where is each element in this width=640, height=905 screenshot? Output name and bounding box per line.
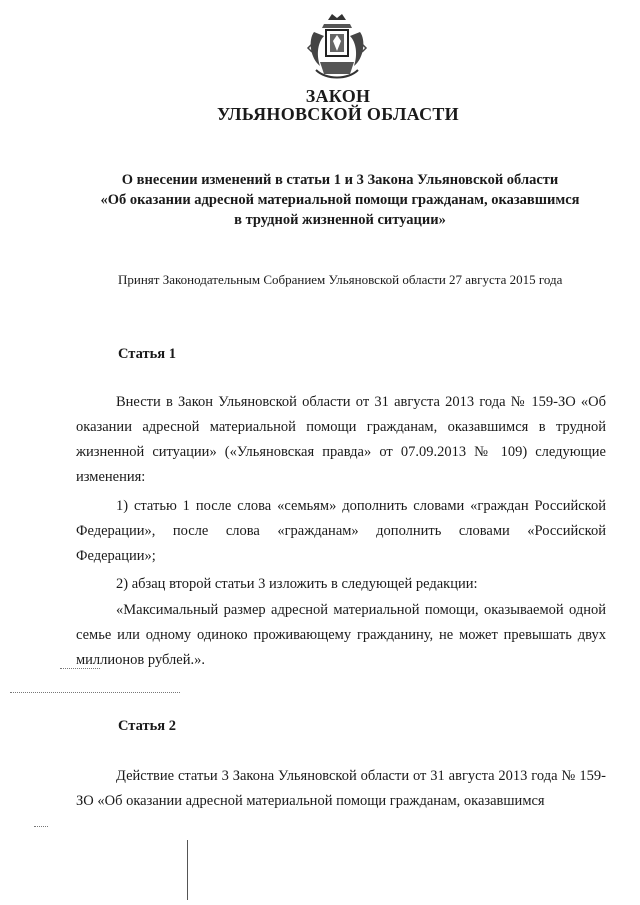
adoption-note: Принят Законодательным Собранием Ульяновской области 27 августа 2015 года <box>118 272 563 287</box>
article-1-quote: «Максимальный размер адресной материальной помощи, оказываемой одной семье или одному одиноко проживающему гражданину, не может превышать двух миллионов рублей.». <box>76 602 606 668</box>
article-2-heading: Статья 2 <box>118 718 176 734</box>
subject-line-1: О внесении изменений в статьи 1 и 3 Закона Ульяновской области <box>121 172 559 188</box>
scan-artifact-line <box>34 826 48 827</box>
article-1-item-2: 2) абзац второй статьи 3 изложить в следующей редакции: <box>116 576 478 592</box>
article-2-text: Действие статьи 3 Закона Ульяновской области от 31 августа 2013 года № 159-ЗО «Об оказании адресной материальной помощи гражданам, оказавшимся <box>76 768 606 809</box>
article-1-intro: Внести в Закон Ульяновской области от 31 августа 2013 года № 159-ЗО «Об оказании адресной материальной помощи гражданам, оказавшимся в трудной жизненной ситуации» («Ульяновская правда» от 07.09.2013 № 109) следующие изменения: <box>76 394 606 485</box>
scan-artifact-line <box>187 840 188 900</box>
law-title: ЗАКОН <box>305 86 371 106</box>
article-1-item-1: 1) статью 1 после слова «семьям» дополнить словами «граждан Российской Федерации», после слова «гражданам» дополнить словами «Российской Федерации»; <box>76 498 606 564</box>
scan-artifact-line <box>10 692 180 693</box>
coat-of-arms-icon <box>306 10 368 82</box>
region-title: УЛЬЯНОВСКОЙ ОБЛАСТИ <box>217 104 459 124</box>
subject-line-2: «Об оказании адресной материальной помощи гражданам, оказавшимся <box>100 192 580 208</box>
subject-line-3: в трудной жизненной ситуации» <box>234 212 446 228</box>
scan-artifact-line <box>60 668 100 669</box>
article-1-heading: Статья 1 <box>118 346 176 362</box>
